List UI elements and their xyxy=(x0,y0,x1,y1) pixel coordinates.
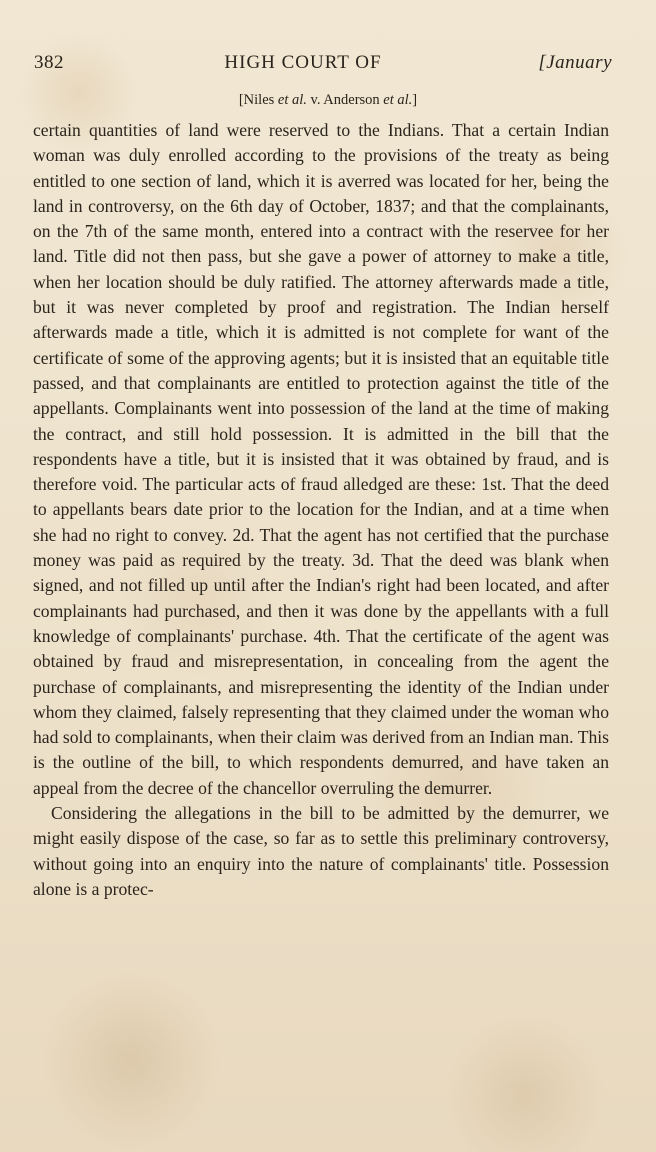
caption-versus: v. Anderson xyxy=(306,92,384,108)
paragraph-2: Considering the allegations in the bill to be admitted by the demurrer, we might easily dispose of the case, so far as to settle this preliminary controversy, without going into an enquiry into the nature of complainants' title. Possession alone is a protec- xyxy=(33,803,609,899)
term-label: [January xyxy=(538,52,612,73)
court-title: HIGH COURT OF xyxy=(224,52,382,73)
caption-et-al-1: et al. xyxy=(277,92,307,108)
caption-close: ] xyxy=(412,92,418,108)
body-text xyxy=(33,118,609,902)
case-caption xyxy=(0,92,656,109)
page-number: 382 xyxy=(34,52,64,73)
caption-open: [Niles xyxy=(238,92,278,108)
running-head xyxy=(34,52,612,78)
paragraph-1: certain quantities of land were reserved to the Indians. That a certain Indian woman was duly enrolled according to the provisions of the treaty as being entitled to one section of land, which it is averred was located for her, being the land in controversy, on the 6th day of October, 1837; and that the complainants, on the 7th of the same month, entered into a contract with the reservee for her land. Title did not then pass, but she gave a power of attorney to make a title, when her location should be duly ratified. The attorney afterwards made a title, but it was never completed by proof and registration. The Indian herself afterwards made a title, which it is admitted is not complete for want of the certificate of some of the approving agents; but it is insisted that an equitable title passed, and that complainants are entitled to protection against the title of the appellants. Complainants went into possession of the land at the time of making the contract, and still hold possession. It is admitted in the bill that the respondents have a title, but it is insisted that it was obtained by fraud, and is therefore void. The particular acts of fraud alledged are these: 1st. That the deed to appellants bears date prior to the location for the Indian, and at a time when she had no right to convey. 2d. That the agent has not certified that the purchase money was paid as required by the treaty. 3d. That the deed was blank when signed, and not filled up until after the Indian's right had been located, and after complainants had purchased, and then it was done by the appellants with a full knowledge of complainants' purchase. 4th. That the certificate of the agent was obtained by fraud and misrepresentation, in concealing from the agent the purchase of complainants, and misrepresenting the identity of the Indian under whom they claimed, falsely representing that they claimed under the woman who had sold to complainants, when their claim was derived from an Indian man. This is the outline of the bill, to which respondents demurred, and have taken an appeal from the decree of the chancellor overruling the demurrer. xyxy=(33,120,609,798)
caption-et-al-2: et al. xyxy=(383,92,413,108)
